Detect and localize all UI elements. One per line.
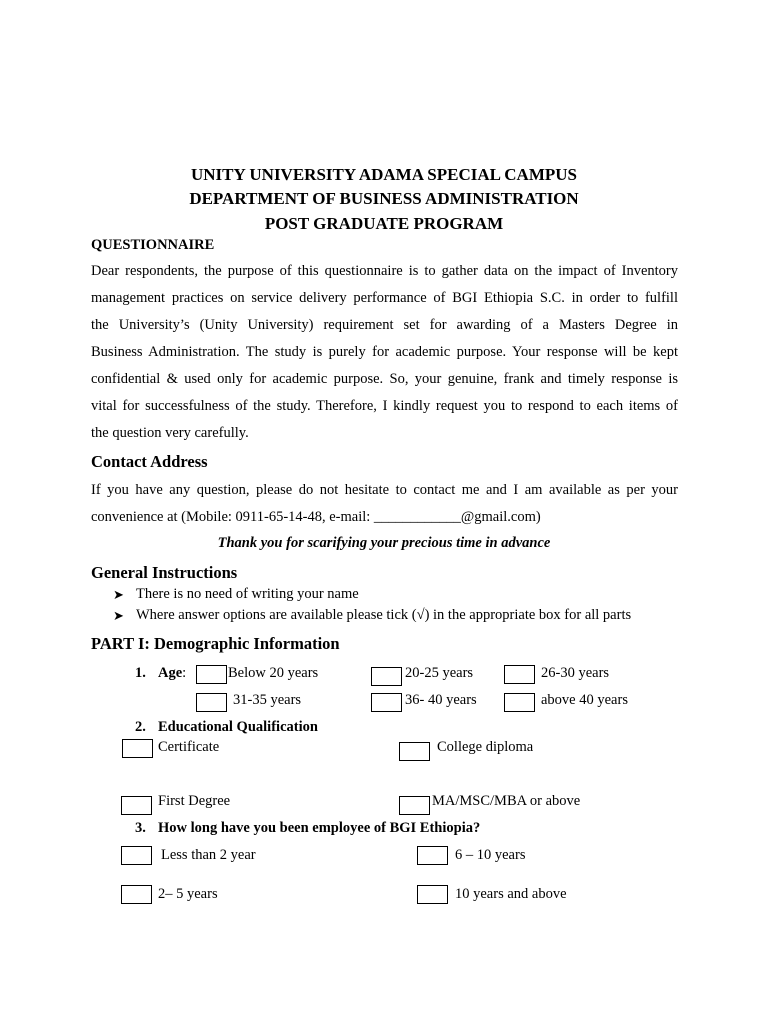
age-31-35-checkbox[interactable] <box>196 693 227 712</box>
intro-line: vital for successfulness of the study. Therefore, I kindly request you to respond to each items of <box>91 398 678 414</box>
age-option-label: 26-30 years <box>541 665 610 681</box>
contact-paragraph <box>91 477 678 531</box>
department-title: DEPARTMENT OF BUSINESS ADMINISTRATION <box>189 189 579 208</box>
thanks-note: Thank you for scarifying your precious time in advance <box>217 535 551 551</box>
q2-label: Educational Qualification <box>158 719 318 735</box>
instructions-title: General Instructions <box>91 563 238 582</box>
intro-line: Dear respondents, the purpose of this questionnaire is to gather data on the impact of Inventory <box>91 263 678 279</box>
tenure-option-label: 6 – 10 years <box>455 847 526 863</box>
part1-title: PART I: Demographic Information <box>91 634 340 653</box>
tenure-option-label: Less than 2 year <box>161 847 256 863</box>
contact-line: convenience at (Mobile: 0911-65-14-48, e-mail: ____________@gmail.com) <box>91 509 541 525</box>
tenure-6-10-checkbox[interactable] <box>417 846 448 865</box>
edu-option-label: First Degree <box>158 793 231 809</box>
edu-option-label: MA/MSC/MBA or above <box>432 793 581 809</box>
edu-college-diploma-checkbox[interactable] <box>399 742 430 761</box>
q2-number: 2. <box>135 719 146 735</box>
program-title: POST GRADUATE PROGRAM <box>264 214 504 233</box>
age-20-25-checkbox[interactable] <box>371 667 402 686</box>
tenure-10-plus-checkbox[interactable] <box>417 885 448 904</box>
intro-line: management practices on service delivery performance of BGI Ethiopia S.C. in order to fulfill <box>91 290 678 306</box>
q3-label: How long have you been employee of BGI Ethiopia? <box>158 820 481 836</box>
instruction-item: There is no need of writing your name <box>136 586 359 602</box>
arrow-bullet-icon: ➤ <box>113 608 124 623</box>
age-26-30-checkbox[interactable] <box>504 665 535 684</box>
intro-line: confidential & used only for academic purpose. So, your genuine, frank and timely response is <box>91 371 678 387</box>
intro-line: the question very carefully. <box>91 425 249 441</box>
university-title: UNITY UNIVERSITY ADAMA SPECIAL CAMPUS <box>190 165 577 184</box>
instruction-item: Where answer options are available please tick (√) in the appropriate box for all parts <box>136 607 632 623</box>
tenure-less-2-checkbox[interactable] <box>121 846 152 865</box>
intro-line: the University’s (Unity University) requirement set for awarding of a Masters Degree in <box>91 317 678 333</box>
contact-line: If you have any question, please do not hesitate to contact me and I am available as per your <box>91 482 678 498</box>
arrow-bullet-icon: ➤ <box>113 587 124 602</box>
tenure-option-label: 10 years and above <box>455 886 567 902</box>
edu-first-degree-checkbox[interactable] <box>121 796 152 815</box>
age-option-label: 31-35 years <box>233 692 302 708</box>
edu-certificate-checkbox[interactable] <box>122 739 153 758</box>
edu-option-label: Certificate <box>158 739 220 755</box>
age-option-label: 20-25 years <box>405 665 474 681</box>
q3-number: 3. <box>135 820 146 836</box>
age-below-20-checkbox[interactable] <box>196 665 227 684</box>
contact-title: Contact Address <box>91 452 208 471</box>
edu-option-label: College diploma <box>437 739 534 755</box>
intro-line: Business Administration. The study is purely for academic purpose. Your response will be kept <box>91 344 678 360</box>
q1-number: 1. <box>135 665 146 681</box>
edu-masters-checkbox[interactable] <box>399 796 430 815</box>
age-option-label: Below 20 years <box>228 665 319 681</box>
age-above-40-checkbox[interactable] <box>504 693 535 712</box>
q1-label-text: Age <box>158 665 183 681</box>
age-36-40-checkbox[interactable] <box>371 693 402 712</box>
intro-paragraph <box>91 258 678 447</box>
q1-label <box>158 665 186 682</box>
tenure-2-5-checkbox[interactable] <box>121 885 152 904</box>
age-option-label: above 40 years <box>541 692 628 708</box>
q1-colon: : <box>182 665 187 681</box>
age-option-label: 36- 40 years <box>405 692 477 708</box>
questionnaire-label: QUESTIONNAIRE <box>91 237 215 253</box>
tenure-option-label: 2– 5 years <box>158 886 218 902</box>
